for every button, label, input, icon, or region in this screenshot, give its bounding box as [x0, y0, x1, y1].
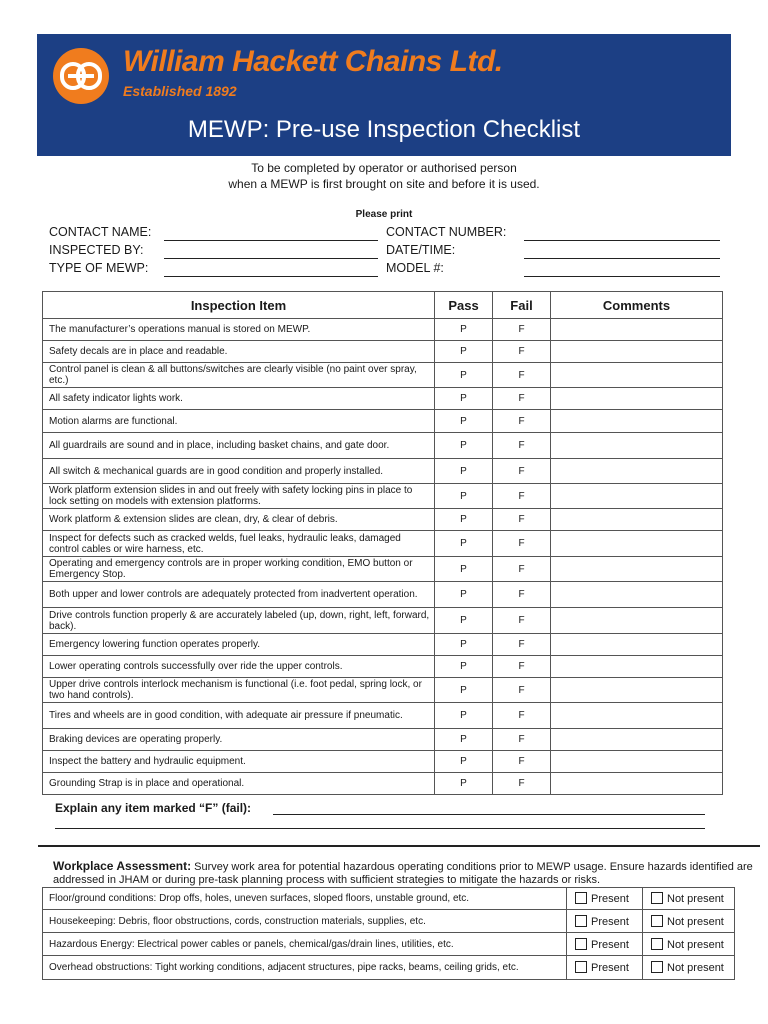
comments-cell[interactable]: [551, 459, 723, 484]
present-option[interactable]: [567, 956, 643, 980]
page-title: MEWP: Pre-use Inspection Checklist: [187, 116, 581, 143]
pass-cell[interactable]: P: [435, 634, 493, 656]
table-row: [43, 319, 723, 341]
inspection-item-text: Tires and wheels are in good condition, with adequate air pressure if pneumatic.: [43, 703, 435, 729]
table-row: [43, 634, 723, 656]
pass-cell[interactable]: P: [435, 751, 493, 773]
pass-cell[interactable]: P: [435, 773, 493, 795]
table-row: [43, 773, 723, 795]
comments-cell[interactable]: [551, 388, 723, 410]
company-name: William Hackett Chains Ltd.: [123, 45, 503, 78]
inspection-item-text: All switch & mechanical guards are in good condition and properly installed.: [43, 459, 435, 484]
workplace-assessment-intro: [53, 860, 759, 887]
fail-cell[interactable]: F: [493, 433, 551, 459]
fail-cell[interactable]: F: [493, 363, 551, 388]
fail-cell[interactable]: F: [493, 656, 551, 678]
model-label: MODEL #:: [386, 261, 444, 275]
contact-name-field[interactable]: [164, 240, 378, 241]
fail-cell[interactable]: F: [493, 388, 551, 410]
present-checkbox[interactable]: [575, 938, 587, 950]
assessment-item-text: Floor/ground conditions: Drop offs, holes, uneven surfaces, sloped floors, unstable ground, etc.: [43, 888, 567, 910]
present-label: Present: [591, 938, 629, 951]
inspection-item-text: Work platform & extension slides are clean, dry, & clear of debris.: [43, 509, 435, 531]
fail-cell[interactable]: F: [493, 703, 551, 729]
table-row: [43, 484, 723, 509]
explain-fail-label: Explain any item marked “F” (fail):: [55, 801, 252, 815]
pass-cell[interactable]: P: [435, 410, 493, 433]
comments-cell[interactable]: [551, 433, 723, 459]
fail-cell[interactable]: F: [493, 773, 551, 795]
present-label: Present: [591, 893, 629, 905]
not-present-label: Not present: [667, 938, 724, 951]
inspection-item-text: All guardrails are sound and in place, including basket chains, and gate door.: [43, 433, 435, 459]
not-present-option[interactable]: [643, 956, 735, 980]
present-option[interactable]: [567, 933, 643, 956]
comments-header: Comments: [551, 292, 723, 319]
table-row: [43, 459, 723, 484]
inspection-item-text: Lower operating controls successfully over ride the upper controls.: [43, 656, 435, 678]
assessment-row: [43, 933, 735, 956]
fail-cell[interactable]: F: [493, 459, 551, 484]
pass-cell[interactable]: P: [435, 557, 493, 582]
table-row: [43, 363, 723, 388]
fail-cell[interactable]: F: [493, 582, 551, 608]
assessment-row: [43, 888, 735, 910]
comments-cell[interactable]: [551, 703, 723, 729]
inspection-item-text: All safety indicator lights work.: [43, 388, 435, 410]
fail-header: Fail: [493, 292, 551, 319]
pass-cell[interactable]: P: [435, 509, 493, 531]
comments-cell[interactable]: [551, 319, 723, 341]
comments-cell[interactable]: [551, 729, 723, 751]
contact-number-field[interactable]: [524, 240, 720, 241]
comments-cell[interactable]: [551, 363, 723, 388]
fail-cell[interactable]: F: [493, 509, 551, 531]
comments-cell[interactable]: [551, 773, 723, 795]
present-label: Present: [591, 962, 629, 974]
pass-cell[interactable]: P: [435, 729, 493, 751]
workplace-assessment-text: Survey work area for potential hazardous operating conditions prior to MEWP usage. Ensure hazards identified are addressed in JHAM or during pre-task planning process with sufficient strategies to mitigate the hazards or risks.: [53, 861, 753, 886]
please-print-note: Please print: [355, 209, 413, 220]
not-present-checkbox[interactable]: [651, 915, 663, 927]
inspected-by-field[interactable]: [164, 258, 378, 259]
pass-cell[interactable]: P: [435, 608, 493, 634]
present-checkbox[interactable]: [575, 915, 587, 927]
fail-cell[interactable]: F: [493, 678, 551, 703]
pass-cell[interactable]: P: [435, 582, 493, 608]
fail-cell[interactable]: F: [493, 751, 551, 773]
contact-name-label: CONTACT NAME:: [49, 225, 152, 239]
fail-cell[interactable]: F: [493, 484, 551, 509]
comments-cell[interactable]: [551, 531, 723, 557]
inspection-item-text: Inspect for defects such as cracked welds, fuel leaks, hydraulic leaks, damaged control cables or wire harness, etc.: [43, 531, 435, 557]
pass-cell[interactable]: P: [435, 319, 493, 341]
not-present-option[interactable]: [643, 888, 735, 910]
assessment-item-text: Hazardous Energy: Electrical power cables or panels, chemical/gas/drain lines, utilities, etc.: [43, 933, 567, 956]
fail-cell[interactable]: F: [493, 608, 551, 634]
not-present-option[interactable]: [643, 910, 735, 933]
type-of-mewp-label: TYPE OF MEWP:: [49, 261, 149, 275]
fail-cell[interactable]: F: [493, 341, 551, 363]
contact-number-label: CONTACT NUMBER:: [386, 225, 507, 239]
fail-cell[interactable]: F: [493, 557, 551, 582]
comments-cell[interactable]: [551, 634, 723, 656]
table-row: [43, 531, 723, 557]
comments-cell[interactable]: [551, 341, 723, 363]
fail-cell[interactable]: F: [493, 634, 551, 656]
table-row: [43, 751, 723, 773]
workplace-assessment-heading: Workplace Assessment:: [53, 859, 192, 873]
not-present-option[interactable]: [643, 933, 735, 956]
explain-fail-field-line-2[interactable]: [55, 828, 705, 829]
comments-cell[interactable]: [551, 751, 723, 773]
fail-cell[interactable]: F: [493, 729, 551, 751]
inspection-item-text: Upper drive controls interlock mechanism is functional (i.e. foot pedal, spring lock, or two hand controls).: [43, 678, 435, 703]
assessment-item-text: Housekeeping: Debris, floor obstructions, cords, construction materials, supplies, etc.: [43, 910, 567, 933]
explain-fail-field[interactable]: [273, 814, 705, 815]
comments-cell[interactable]: [551, 608, 723, 634]
comments-cell[interactable]: [551, 410, 723, 433]
table-row: [43, 509, 723, 531]
inspection-item-text: Work platform extension slides in and out freely with safety locking pins in place to lock setting on models with extension platforms.: [43, 484, 435, 509]
table-row: [43, 703, 723, 729]
table-row: [43, 582, 723, 608]
comments-cell[interactable]: [551, 509, 723, 531]
comments-cell[interactable]: [551, 582, 723, 608]
fail-cell[interactable]: F: [493, 531, 551, 557]
pass-cell[interactable]: P: [435, 363, 493, 388]
pass-cell[interactable]: P: [435, 341, 493, 363]
pass-cell[interactable]: P: [435, 484, 493, 509]
table-row: [43, 678, 723, 703]
inspection-item-text: Emergency lowering function operates properly.: [43, 634, 435, 656]
intro-line-2: when a MEWP is first brought on site and before it is used.: [228, 177, 540, 191]
not-present-label: Not present: [667, 893, 724, 905]
assessment-row: [43, 956, 735, 980]
table-row: [43, 557, 723, 582]
inspection-checklist-table: [42, 291, 723, 795]
table-row: [43, 410, 723, 433]
date-time-field[interactable]: [524, 258, 720, 259]
inspection-item-text: Operating and emergency controls are in proper working condition, EMO button or Emergency Stop.: [43, 557, 435, 582]
model-field[interactable]: [524, 276, 720, 277]
date-time-label: DATE/TIME:: [386, 243, 456, 257]
table-row: [43, 341, 723, 363]
comments-cell[interactable]: [551, 656, 723, 678]
inspection-item-text: Grounding Strap is in place and operational.: [43, 773, 435, 795]
pass-cell[interactable]: P: [435, 703, 493, 729]
present-checkbox[interactable]: [575, 961, 587, 973]
inspection-item-header: Inspection Item: [43, 292, 435, 319]
pass-cell[interactable]: P: [435, 459, 493, 484]
inspection-item-text: Braking devices are operating properly.: [43, 729, 435, 751]
not-present-label: Not present: [667, 962, 724, 974]
table-row: [43, 608, 723, 634]
table-row: [43, 433, 723, 459]
inspection-item-text: Motion alarms are functional.: [43, 410, 435, 433]
table-row: [43, 388, 723, 410]
pass-cell[interactable]: P: [435, 433, 493, 459]
not-present-checkbox[interactable]: [651, 961, 663, 973]
established-tagline: Established 1892: [123, 83, 237, 99]
intro-line-1: To be completed by operator or authorised person: [251, 161, 517, 175]
table-row: [43, 729, 723, 751]
pass-cell[interactable]: P: [435, 656, 493, 678]
assessment-row: [43, 910, 735, 933]
pass-cell[interactable]: P: [435, 678, 493, 703]
present-checkbox[interactable]: [575, 892, 587, 904]
present-option[interactable]: [567, 910, 643, 933]
table-header-row: [43, 292, 723, 319]
table-row: [43, 656, 723, 678]
assessment-item-text: Overhead obstructions: Tight working conditions, adjacent structures, pipe racks, beams, ceiling grids, etc.: [43, 956, 567, 980]
present-option[interactable]: [567, 888, 643, 910]
section-divider: [38, 845, 760, 847]
inspection-item-text: Safety decals are in place and readable.: [43, 341, 435, 363]
inspection-item-text: Both upper and lower controls are adequately protected from inadvertent operation.: [43, 582, 435, 608]
inspection-item-text: Inspect the battery and hydraulic equipment.: [43, 751, 435, 773]
fail-cell[interactable]: F: [493, 319, 551, 341]
comments-cell[interactable]: [551, 557, 723, 582]
chain-link-logo-icon: [52, 47, 110, 105]
comments-cell[interactable]: [551, 678, 723, 703]
not-present-checkbox[interactable]: [651, 938, 663, 950]
pass-header: Pass: [435, 292, 493, 319]
not-present-checkbox[interactable]: [651, 892, 663, 904]
inspected-by-label: INSPECTED BY:: [49, 243, 144, 257]
pass-cell[interactable]: P: [435, 388, 493, 410]
present-label: Present: [591, 915, 629, 928]
workplace-assessment-table: [42, 887, 735, 980]
fail-cell[interactable]: F: [493, 410, 551, 433]
inspection-item-text: The manufacturer’s operations manual is stored on MEWP.: [43, 319, 435, 341]
inspection-item-text: Control panel is clean & all buttons/switches are clearly visible (no paint over spray, etc.): [43, 363, 435, 388]
type-of-mewp-field[interactable]: [164, 276, 378, 277]
comments-cell[interactable]: [551, 484, 723, 509]
pass-cell[interactable]: P: [435, 531, 493, 557]
not-present-label: Not present: [667, 915, 724, 928]
inspection-item-text: Drive controls function properly & are accurately labeled (up, down, right, left, forward, back).: [43, 608, 435, 634]
